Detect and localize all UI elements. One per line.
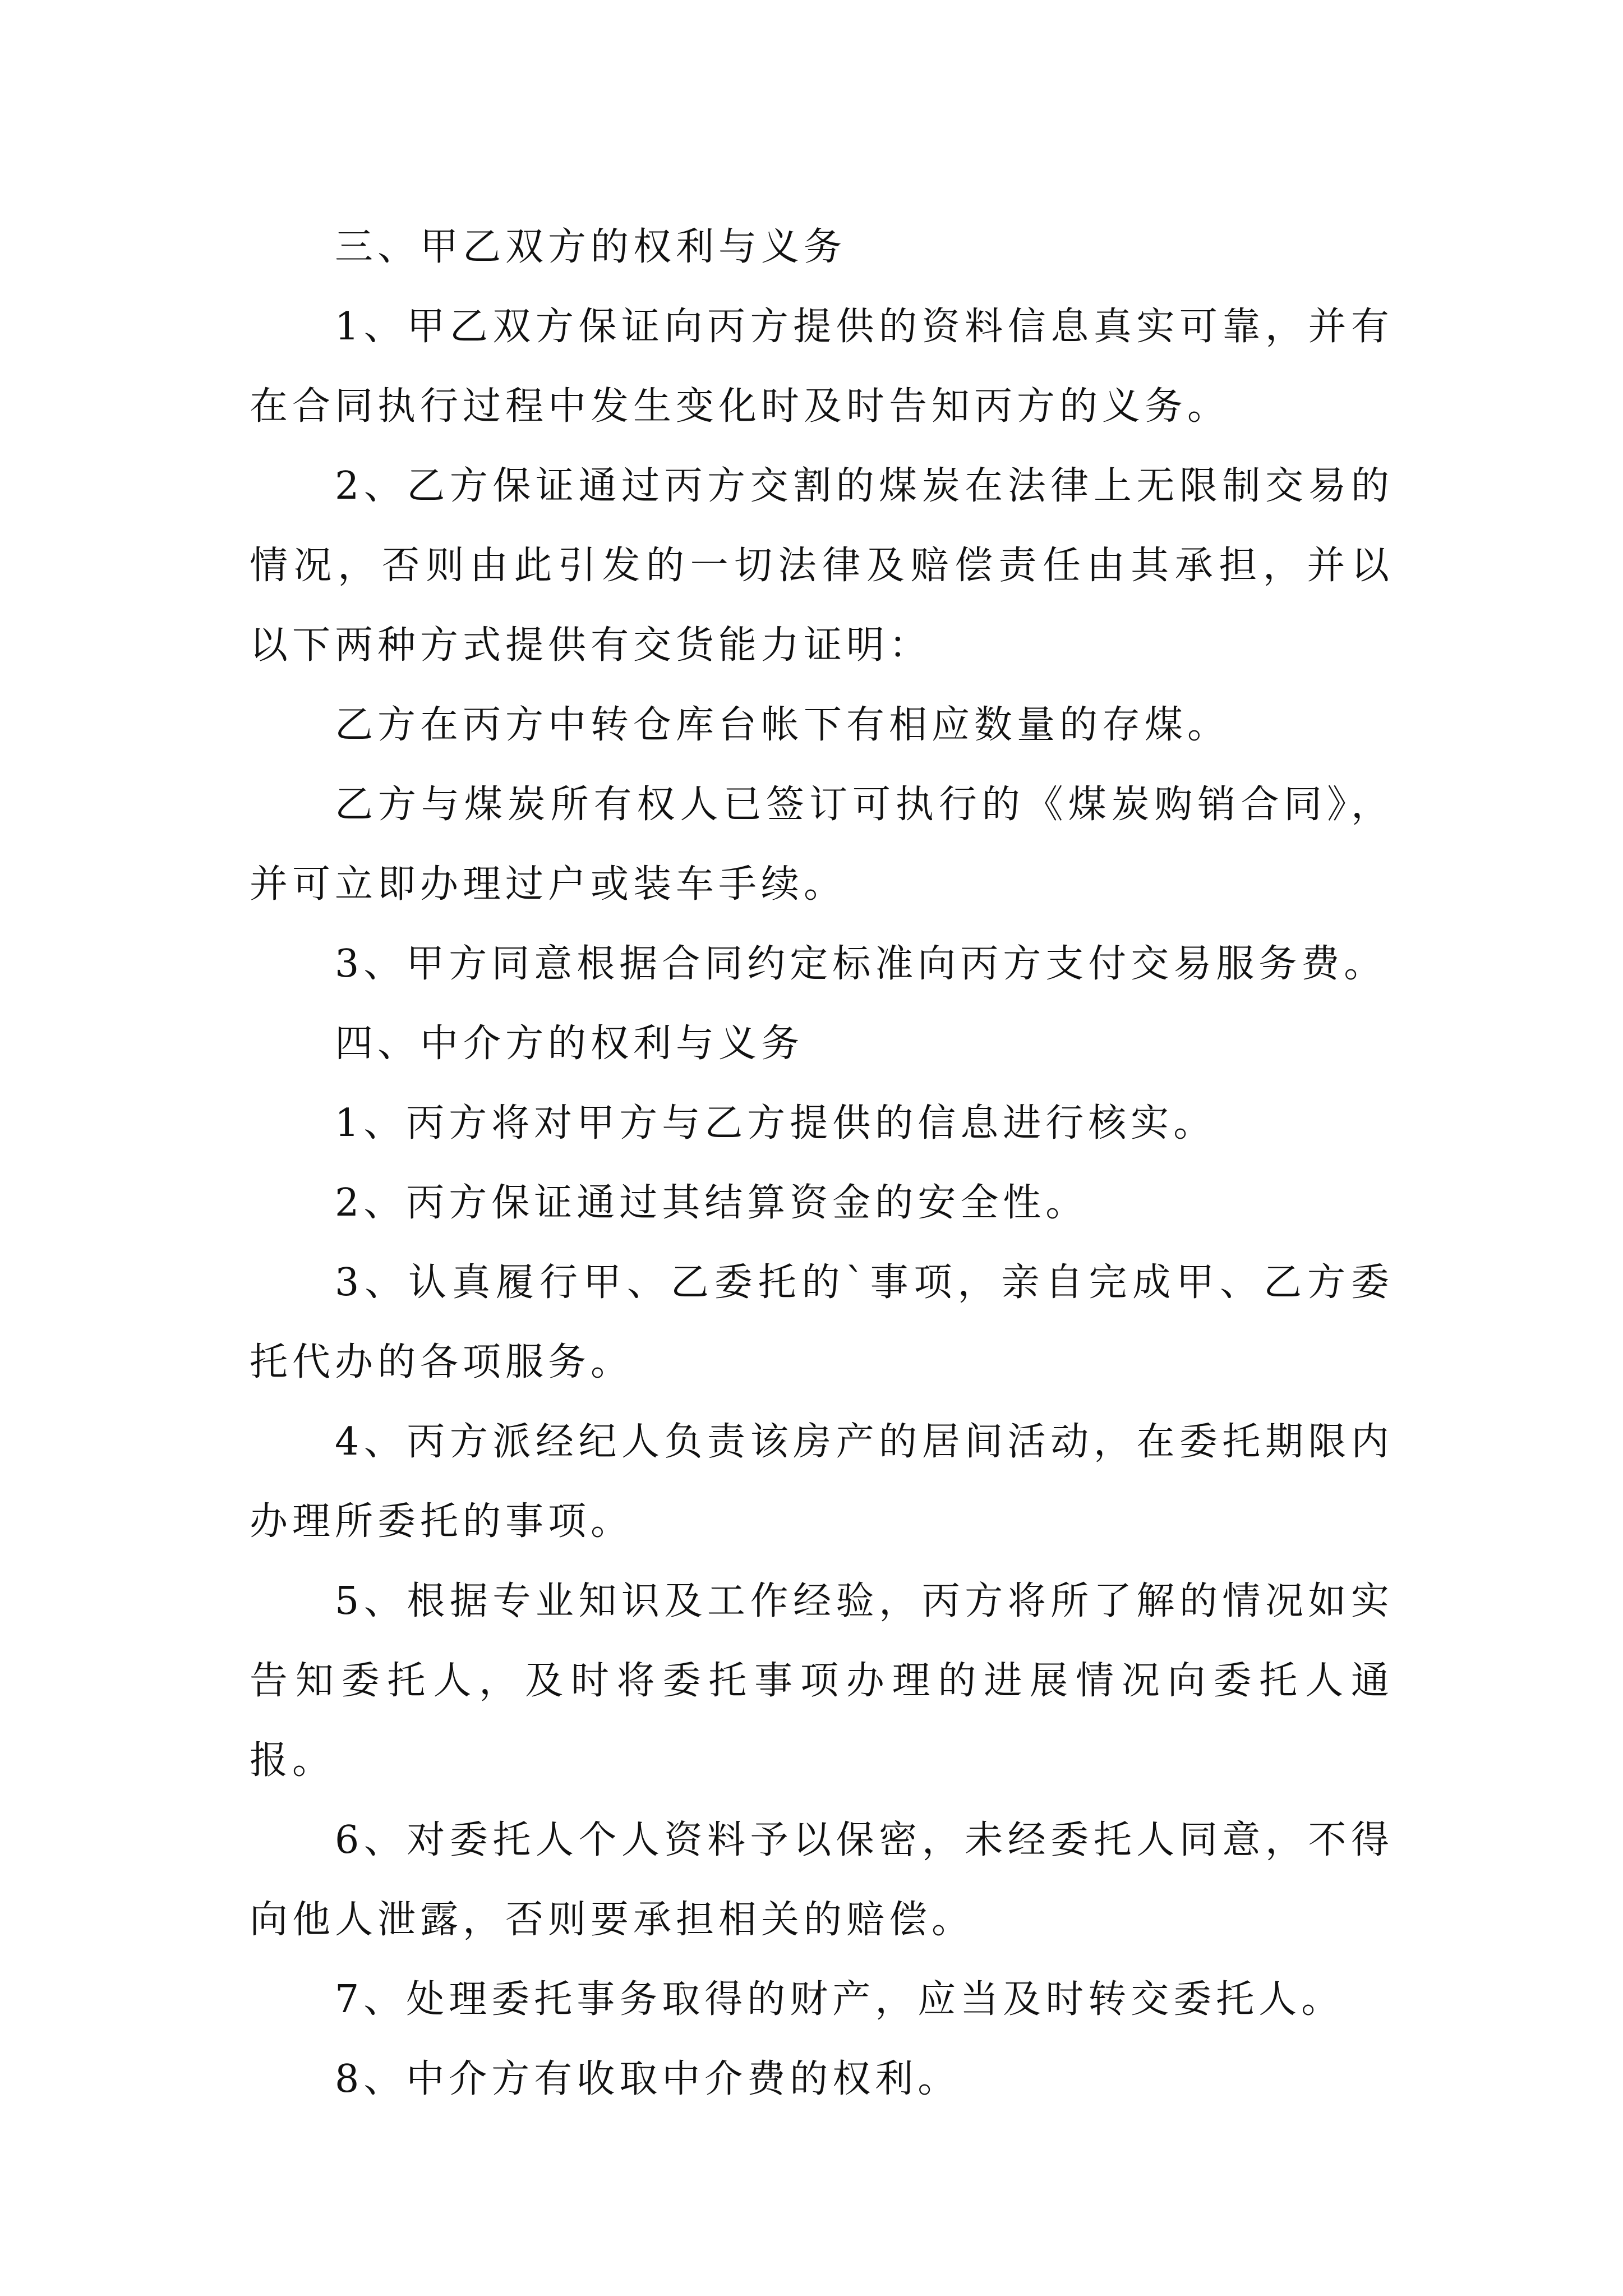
document-body <box>250 208 1394 2119</box>
paragraph: 乙方与煤炭所有权人已签订可执行的《煤炭购销合同》，并可立即办理过户或装车手续。 <box>250 783 1394 907</box>
paragraph: 2、乙方保证通过丙方交割的煤炭在法律上无限制交易的情况，否则由此引发的一切法律及赔偿责任由其承担，并以以下两种方式提供有交货能力证明： <box>250 464 1394 668</box>
paragraph: 6、对委托人个人资料予以保密，未经委托人同意，不得向他人泄露，否则要承担相关的赔偿。 <box>250 1818 1394 1942</box>
paragraph: 2、丙方保证通过其结算资金的安全性。 <box>335 1181 1089 1225</box>
section-heading-3: 三、甲乙双方的权利与义务 <box>335 225 847 269</box>
section-heading-4: 四、中介方的权利与义务 <box>335 1022 804 1066</box>
paragraph: 4、丙方派经纪人负责该房产的居间活动，在委托期限内办理所委托的事项。 <box>250 1420 1394 1544</box>
paragraph: 1、丙方将对甲方与乙方提供的信息进行核实。 <box>335 1101 1216 1145</box>
paragraph: 5、根据专业知识及工作经验，丙方将所了解的情况如实告知委托人，及时将委托事项办理的进展情况向委托人通报。 <box>250 1579 1394 1783</box>
paragraph: 乙方在丙方中转仓库台帐下有相应数量的存煤。 <box>335 703 1230 747</box>
paragraph: 8、中介方有收取中介费的权利。 <box>335 2057 961 2101</box>
paragraph: 3、认真履行甲、乙委托的`事项，亲自完成甲、乙方委托代办的各项服务。 <box>250 1260 1394 1384</box>
paragraph: 3、甲方同意根据合同约定标准向丙方支付交易服务费。 <box>335 942 1387 986</box>
paragraph: 1、甲乙双方保证向丙方提供的资料信息真实可靠，并有在合同执行过程中发生变化时及时告知丙方的义务。 <box>250 305 1394 429</box>
paragraph: 7、处理委托事务取得的财产，应当及时转交委托人。 <box>335 1977 1344 2022</box>
